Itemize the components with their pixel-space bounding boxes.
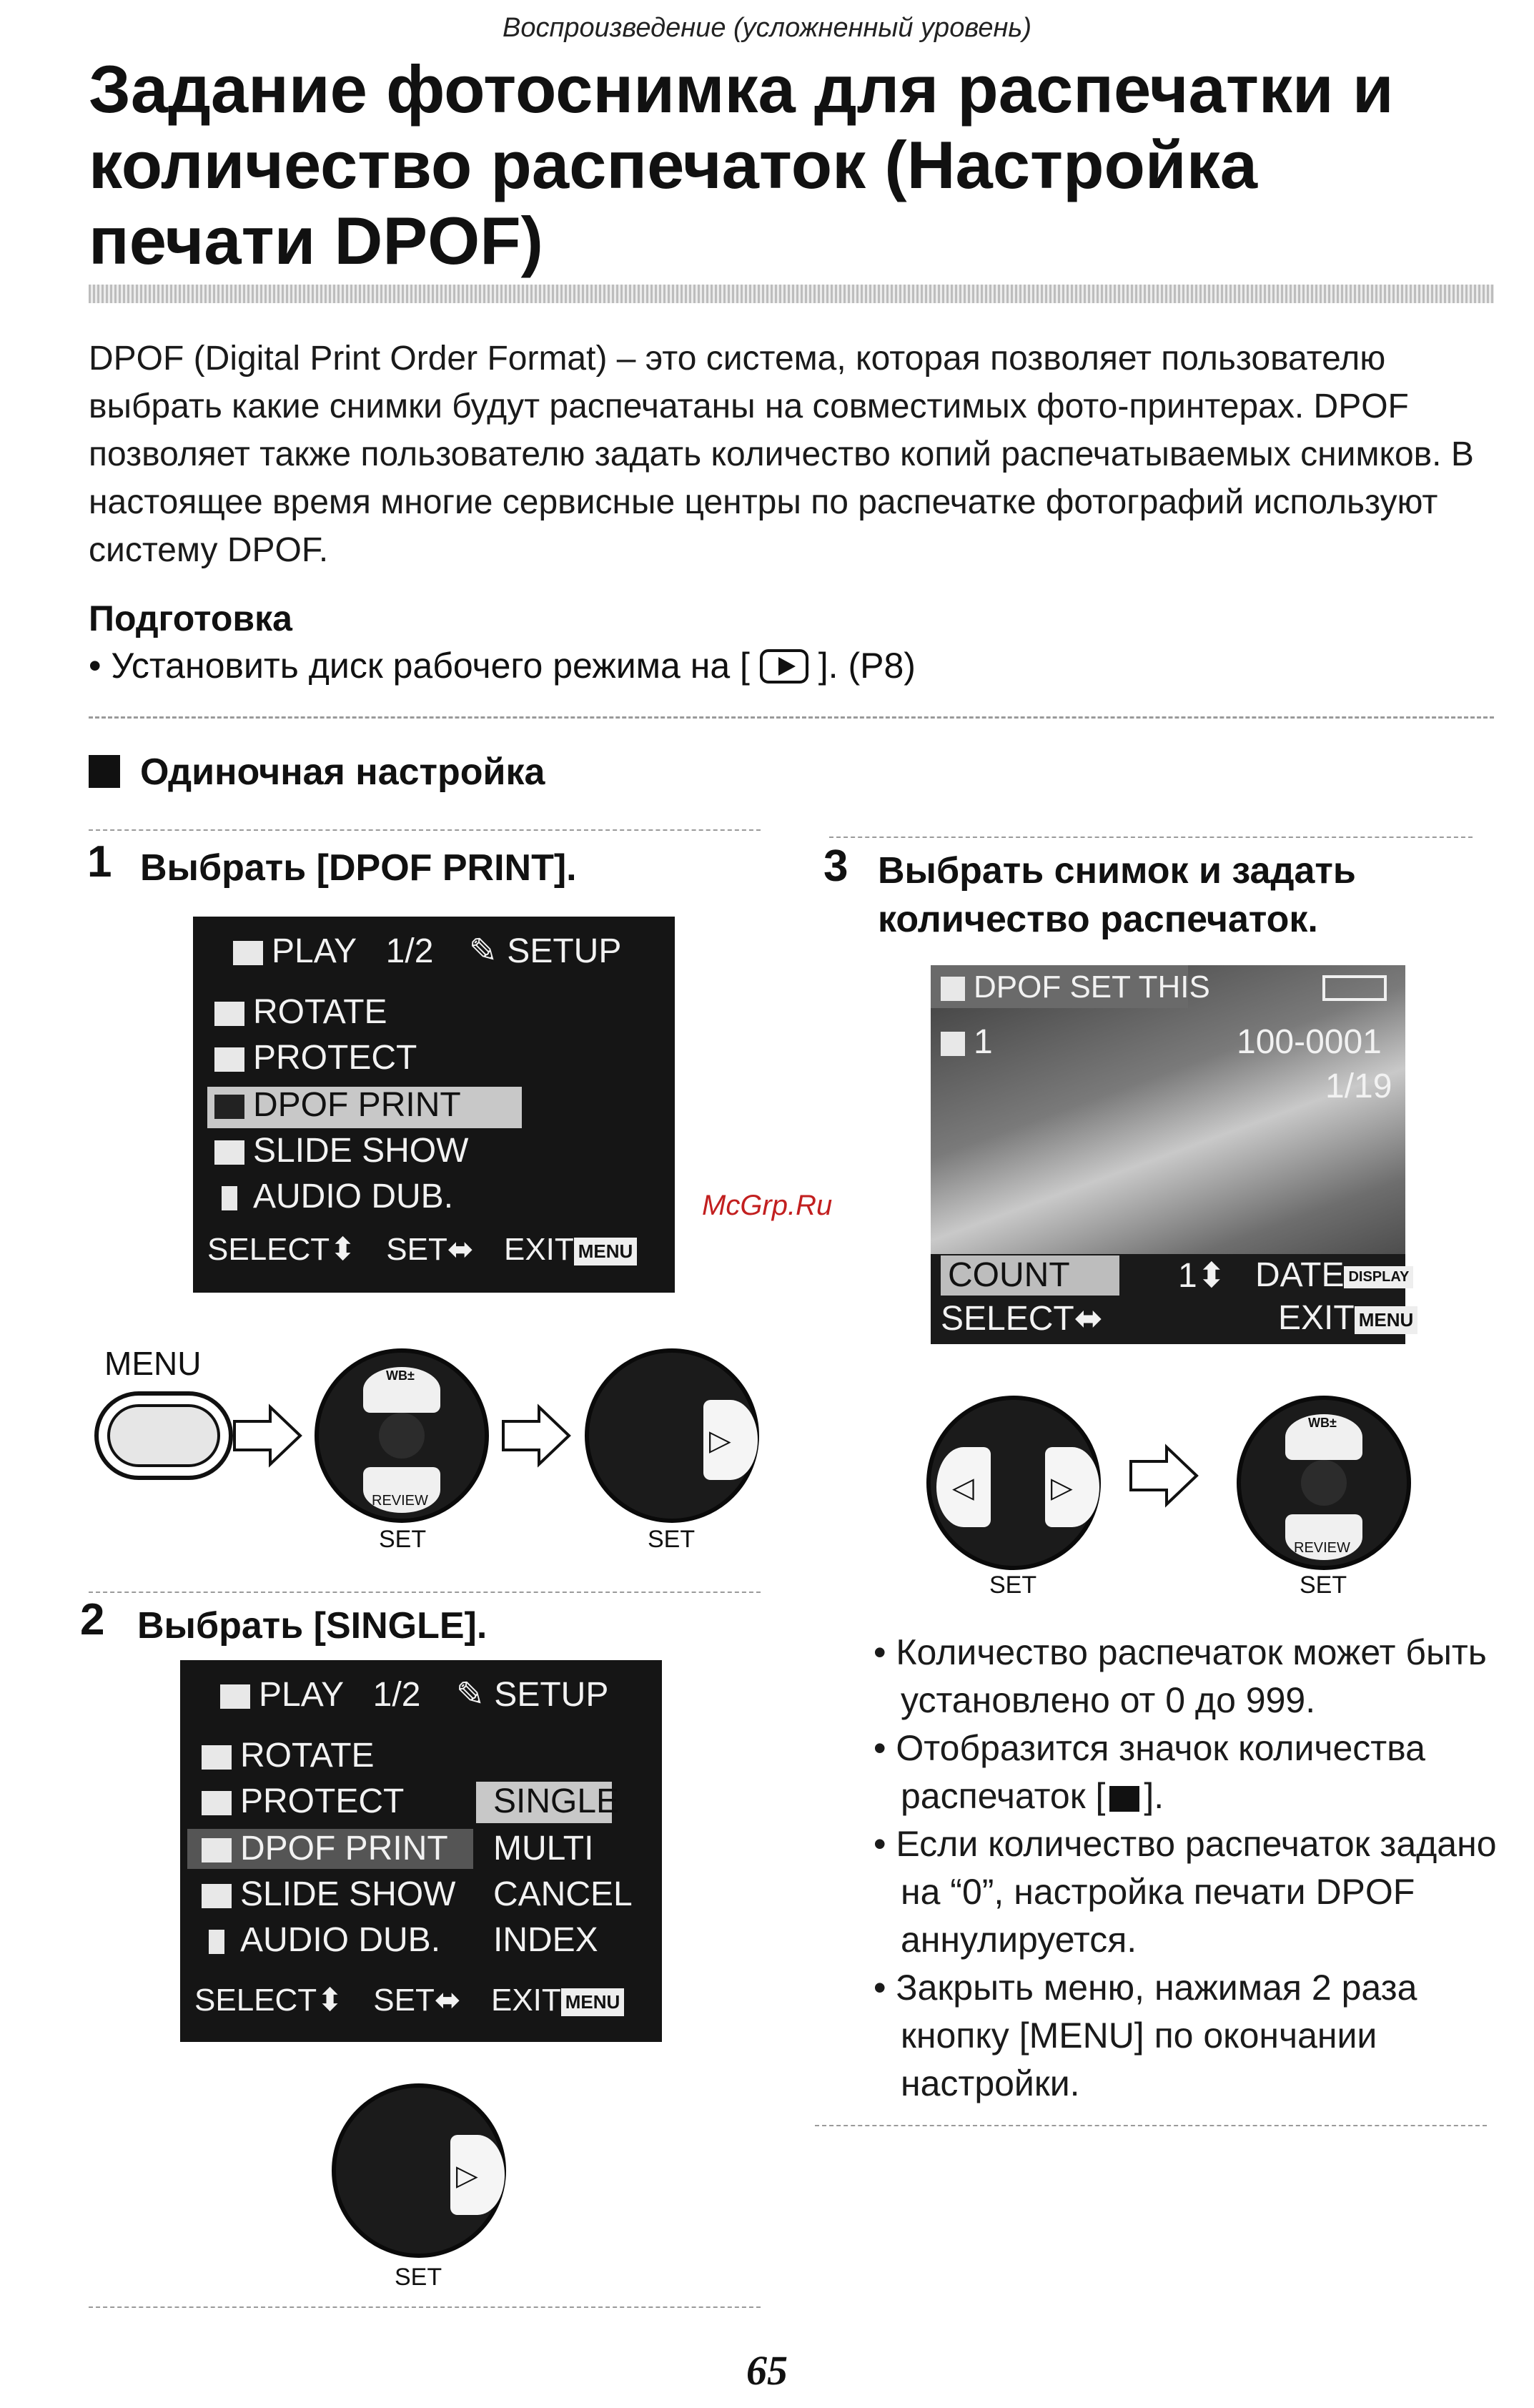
leftright-icon: ⬌ — [434, 1983, 461, 2018]
option-cancel[interactable]: CANCEL — [493, 1875, 633, 1913]
arrow-right-icon — [1129, 1446, 1198, 1506]
divider — [815, 2125, 1487, 2126]
dpof-icon — [941, 977, 965, 1001]
key-icon — [202, 1791, 232, 1815]
exit-label: EXIT — [1278, 1299, 1355, 1337]
leftright-icon: ⬌ — [1074, 1300, 1103, 1338]
dpof-icon — [202, 1838, 232, 1862]
arrow-right-icon — [233, 1406, 302, 1466]
mic-icon — [209, 1930, 224, 1954]
menu-item-dpof-print[interactable]: DPOF PRINT — [253, 1086, 461, 1124]
count-value[interactable]: 1 — [1178, 1257, 1197, 1295]
option-index[interactable]: INDEX — [493, 1921, 598, 1959]
menu-item-protect[interactable]: PROTECT — [253, 1039, 417, 1077]
set-label: SET — [1300, 1571, 1347, 1599]
dpof-title: DPOF SET THIS — [974, 969, 1210, 1005]
updown-icon: ⬍ — [330, 1232, 357, 1267]
menu-item-dpof-print[interactable]: DPOF PRINT — [240, 1830, 448, 1867]
slideshow-icon — [214, 1140, 244, 1165]
frame-number: 1/19 — [1325, 1067, 1392, 1105]
page-title: Задание фотоснимка для распечатки и количество распечаток (Настройка печати DPOF) — [89, 51, 1394, 278]
setup-tab-icon: ✎ — [468, 932, 498, 970]
intro-paragraph: DPOF (Digital Print Order Format) – это система, которая позволяет пользователю выбрать какие снимки будут распечатаны на совместимых фото-принтерах. DPOF позволяет также пользователю задать количество копий распечатываемых снимков. В настоящее время многие сервисные центры по распечатке фотографий используют систему DPOF. — [89, 340, 1474, 569]
tab-setup: SETUP — [507, 932, 622, 970]
step-3-text: Выбрать снимок и задать количество распечаток. — [878, 850, 1356, 940]
step-2-number: 2 — [80, 1595, 105, 1644]
page-number: 65 — [746, 2347, 788, 2394]
dpof-count-icon — [941, 1032, 965, 1056]
menu-item-audio-dub[interactable]: AUDIO DUB. — [253, 1178, 454, 1215]
divider — [89, 2306, 761, 2308]
menu-chip: MENU — [1355, 1306, 1418, 1334]
review-label: REVIEW — [372, 1493, 428, 1509]
footer-set: SET — [386, 1232, 447, 1267]
menu-item-rotate[interactable]: ROTATE — [253, 993, 387, 1031]
set-label: SET — [648, 1526, 696, 1553]
tab-setup: SETUP — [494, 1676, 609, 1714]
play-tab-icon — [220, 1684, 250, 1709]
tab-play: PLAY — [259, 1676, 344, 1714]
set-label: SET — [989, 1571, 1037, 1599]
section-marker-icon — [89, 755, 120, 788]
prep-bullet-text: • Установить диск рабочего режима на [ — [89, 646, 750, 686]
dial-icon[interactable]: ◁ ▷ — [926, 1396, 1101, 1570]
mic-icon — [222, 1186, 237, 1210]
dpof-screen — [931, 965, 1414, 1344]
note-item: • Количество распечаток может быть установлено от 0 до 999. — [874, 1632, 1487, 1720]
menu-screen-1 — [193, 917, 675, 1293]
dial-icon[interactable]: ▷ — [585, 1348, 759, 1523]
prep-bullet — [89, 645, 916, 686]
count-label: COUNT — [948, 1256, 1070, 1294]
menu-item-audio-dub[interactable]: AUDIO DUB. — [240, 1921, 441, 1959]
menu-button-label: MENU — [104, 1345, 202, 1382]
step-1-number: 1 — [87, 837, 112, 887]
title-divider — [89, 285, 1494, 303]
review-label: REVIEW — [1294, 1540, 1350, 1556]
dpof-count-icon — [1109, 1786, 1139, 1812]
divider — [89, 716, 1494, 719]
leftright-icon: ⬌ — [447, 1232, 474, 1267]
subheading: Одиночная настройка — [140, 751, 545, 793]
dpof-icon — [214, 1095, 244, 1119]
option-single[interactable]: SINGLE — [493, 1782, 620, 1820]
notes-list — [874, 1629, 1517, 2108]
menu-item-protect[interactable]: PROTECT — [240, 1782, 405, 1820]
updown-icon: ⬍ — [317, 1983, 344, 2018]
note-item: • Если количество распечаток задано на “0”, настройка печати DPOF аннулируется. — [874, 1824, 1497, 1960]
dial-icon[interactable] — [1237, 1396, 1411, 1570]
select-label: SELECT — [941, 1300, 1074, 1338]
display-chip: DISPLAY — [1344, 1266, 1413, 1288]
footer-set: SET — [373, 1983, 435, 2018]
prep-heading: Подготовка — [89, 598, 292, 638]
menu-button-icon[interactable] — [94, 1391, 233, 1480]
menu-item-slide-show[interactable]: SLIDE SHOW — [240, 1875, 456, 1913]
tab-play: PLAY — [272, 932, 357, 970]
divider — [89, 829, 761, 831]
watermark: McGrp.Ru — [702, 1190, 833, 1221]
tab-page: 1/2 — [385, 932, 434, 970]
arrow-right-icon — [502, 1406, 570, 1466]
set-label: SET — [395, 2264, 442, 2291]
step-3-number: 3 — [823, 842, 848, 891]
note-item: • Отобразится значок количества распечаток [ ]. — [874, 1728, 1425, 1816]
battery-icon — [1322, 975, 1387, 1001]
dial-icon[interactable]: ▷ — [332, 2083, 506, 2258]
date-label: DATE — [1255, 1256, 1345, 1294]
play-mode-icon — [760, 649, 808, 684]
tab-page: 1/2 — [372, 1676, 421, 1714]
wb-label: WB± — [1308, 1416, 1337, 1430]
section-label: Воспроизведение (усложненный уровень) — [502, 13, 1032, 43]
footer-exit: EXIT — [490, 1983, 561, 2018]
step-1-text: Выбрать [DPOF PRINT]. — [140, 847, 577, 889]
updown-icon: ⬍ — [1197, 1257, 1226, 1295]
rotate-icon — [214, 1002, 244, 1026]
footer-select: SELECT — [194, 1983, 317, 2018]
menu-screen-2 — [180, 1660, 662, 2042]
count-icon-value: 1 — [974, 1023, 993, 1061]
divider — [829, 837, 1473, 838]
setup-tab-icon: ✎ — [455, 1676, 485, 1714]
menu-item-slide-show[interactable]: SLIDE SHOW — [253, 1132, 469, 1170]
play-tab-icon — [233, 941, 263, 965]
divider — [89, 1592, 761, 1593]
dial-icon[interactable] — [315, 1348, 489, 1523]
prep-bullet-tail: ]. (P8) — [818, 646, 916, 686]
note-item: • Закрыть меню, нажимая 2 раза кнопку [MENU] по окончании настройки. — [874, 1968, 1417, 2103]
menu-item-rotate[interactable]: ROTATE — [240, 1737, 375, 1775]
wb-label: WB± — [386, 1368, 415, 1383]
footer-select: SELECT — [207, 1232, 330, 1267]
footer-exit: EXIT — [503, 1232, 574, 1267]
step-2-text: Выбрать [SINGLE]. — [137, 1605, 488, 1647]
option-multi[interactable]: MULTI — [493, 1830, 594, 1867]
set-label: SET — [379, 1526, 427, 1553]
menu-chip: MENU — [561, 1988, 625, 2016]
menu-chip: MENU — [574, 1238, 638, 1265]
file-number: 100-0001 — [1237, 1023, 1382, 1061]
slideshow-icon — [202, 1884, 232, 1908]
key-icon — [214, 1047, 244, 1072]
rotate-icon — [202, 1745, 232, 1770]
